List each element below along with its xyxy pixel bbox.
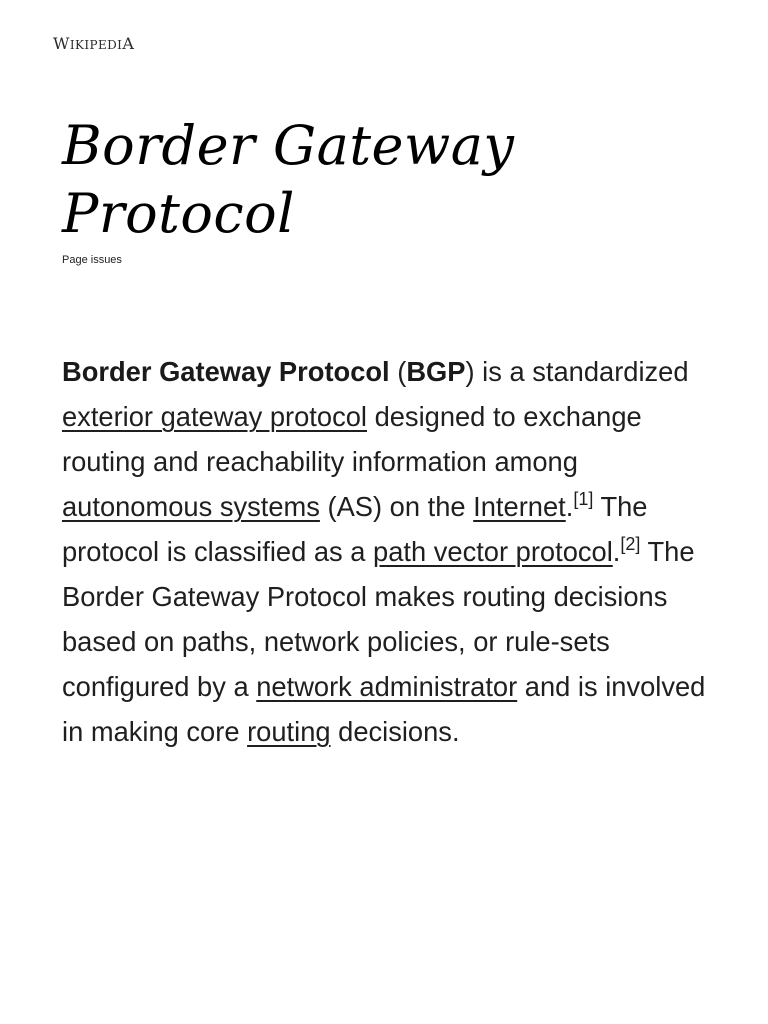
wordmark-rest: IKIPEDI (69, 38, 123, 52)
lead-text-3: (AS) on the (319, 491, 474, 522)
link-autonomous-systems[interactable]: autonomous systems (62, 491, 320, 522)
page-title-line2: Protocol (62, 182, 295, 245)
lead-text-7: The Border Gateway Protocol makes routing decisions based on paths, network policies, or rule-sets configured by a (62, 536, 695, 702)
lead-paragraph (62, 349, 722, 754)
lead-text-5: The protocol is classified as a (62, 491, 648, 567)
wikipedia-wordmark-link[interactable] (53, 34, 134, 55)
lead-text-9: decisions. (330, 716, 460, 747)
lead-text-8: and is involved in making core (62, 671, 706, 747)
page-title-line1: Border Gateway (62, 114, 515, 177)
reference-2-link[interactable]: [2] (620, 534, 641, 554)
lead-text-open-paren: ( (389, 356, 407, 387)
reference-2 (620, 534, 640, 554)
page-issues-link[interactable]: Page issues (62, 254, 122, 266)
lead-text-6: . (612, 536, 621, 567)
reference-1-link[interactable]: [1] (573, 489, 594, 509)
page-title (62, 112, 722, 248)
link-internet[interactable]: Internet (473, 491, 566, 522)
wordmark-end: A (122, 34, 135, 53)
lead-text-2: designed to exchange routing and reachability information among (62, 401, 642, 477)
lead-text-4: . (565, 491, 574, 522)
link-path-vector-protocol[interactable]: path vector protocol (373, 536, 613, 567)
link-routing[interactable]: routing (247, 716, 331, 747)
link-exterior-gateway-protocol[interactable]: exterior gateway protocol (62, 401, 367, 432)
lead-text-1: ) is a standardized (465, 356, 689, 387)
article-abbreviation: BGP (406, 356, 466, 387)
article-term: Border Gateway Protocol (62, 356, 390, 387)
reference-1 (573, 489, 593, 509)
wordmark-cap: W (53, 34, 70, 53)
link-network-administrator[interactable]: network administrator (256, 671, 518, 702)
